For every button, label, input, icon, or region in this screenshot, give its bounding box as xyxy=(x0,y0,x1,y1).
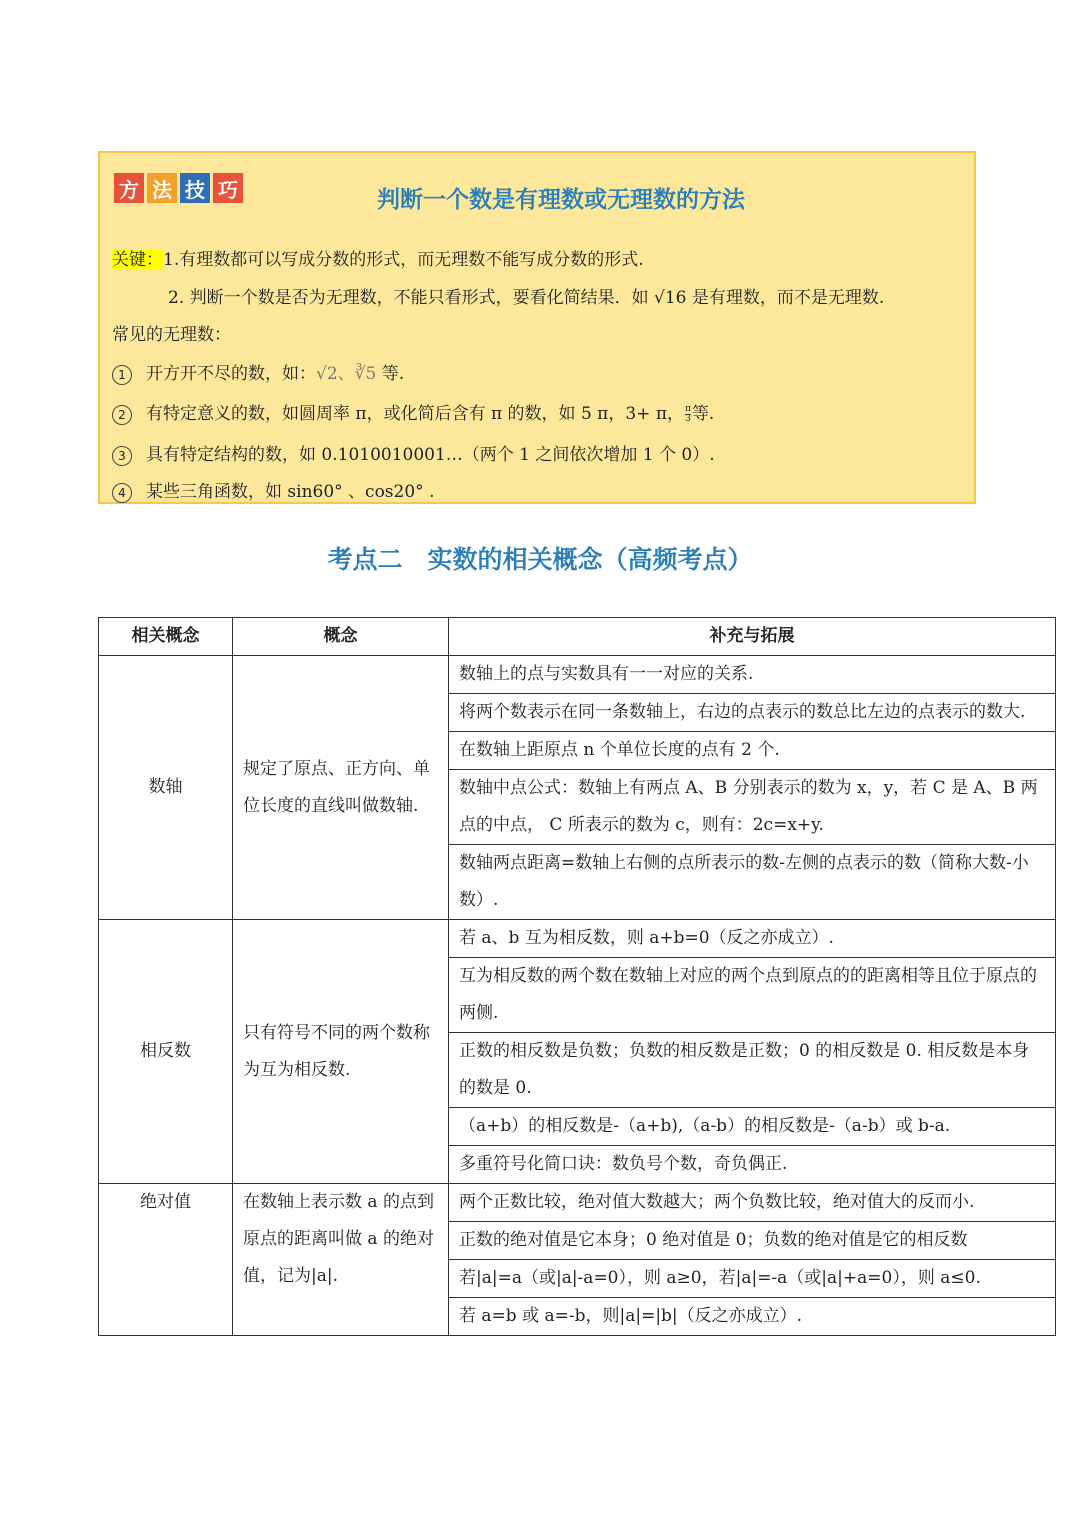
extension-cell: （a+b）的相反数是-（a+b),（a-b）的相反数是-（a-b）或 b-a. xyxy=(449,1108,1056,1146)
table-row xyxy=(99,656,1056,694)
tip-item-3-text: 具有特定结构的数，如 0.1010010001…（两个 1 之间依次增加 1 个 0）. xyxy=(146,445,715,465)
extension-cell: 在数轴上距原点 n 个单位长度的点有 2 个. xyxy=(449,732,1056,770)
badge-fang: 方 xyxy=(114,173,144,203)
extension-cell: 若|a|=a（或|a|-a=0），则 a≥0，若|a|=-a（或|a|+a=0），则 a≤0. xyxy=(449,1260,1056,1298)
tip-item-1-suffix: 等. xyxy=(376,364,405,384)
method-badges xyxy=(114,173,243,203)
badge-fa: 法 xyxy=(147,173,177,203)
tip-line-2: 2. 判断一个数是否为无理数，不能只看形式，要看化简结果．如 √16 是有理数，而不是无理数. xyxy=(168,288,885,308)
extension-cell: 互为相反数的两个数在数轴上对应的两个点到原点的的距离相等且位于原点的两侧. xyxy=(449,958,1056,1033)
extension-cell: 正数的绝对值是它本身；0 绝对值是 0；负数的绝对值是它的相反数 xyxy=(449,1222,1056,1260)
tip-item-3 xyxy=(112,440,715,466)
tip-item-2-text: 有特定意义的数，如圆周率 π，或化简后含有 π 的数，如 5 π，3+ π， xyxy=(146,404,684,424)
fraction-numerator: π xyxy=(685,404,691,414)
concept-def-absolute: 在数轴上表示数 a 的点到原点的距离叫做 a 的绝对值，记为|a|. xyxy=(233,1184,449,1336)
circled-number-3: 3 xyxy=(112,446,132,466)
tip-line-3: 常见的无理数： xyxy=(112,325,231,345)
tip-item-1 xyxy=(112,359,404,385)
extension-cell: 若 a、b 互为相反数，则 a+b=0（反之亦成立）. xyxy=(449,920,1056,958)
header-concept: 概念 xyxy=(233,618,449,656)
concept-def-number-line: 规定了原点、正方向、单位长度的直线叫做数轴. xyxy=(233,656,449,920)
tip-key-line xyxy=(112,245,644,270)
pi-over-3-fraction xyxy=(685,405,691,424)
extension-cell: 将两个数表示在同一条数轴上，右边的点表示的数总比左边的点表示的数大. xyxy=(449,694,1056,732)
extension-cell: 数轴两点距离=数轴上右侧的点所表示的数-左侧的点表示的数（简称大数-小数）. xyxy=(449,845,1056,920)
tip-item-2 xyxy=(112,399,714,425)
tip-item-2-suffix: 等. xyxy=(691,404,715,424)
extension-cell: 数轴中点公式：数轴上有两点 A、B 分别表示的数为 x，y，若 C 是 A、B 两点的中点， C 所表示的数为 c，则有：2c=x+y. xyxy=(449,770,1056,845)
key-label: 关键： xyxy=(112,250,163,270)
circled-number-2: 2 xyxy=(112,405,132,425)
concept-name-opposite: 相反数 xyxy=(99,920,233,1184)
badge-qiao: 巧 xyxy=(213,173,243,203)
extension-cell: 两个正数比较，绝对值大数越大；两个负数比较，绝对值大的反而小. xyxy=(449,1184,1056,1222)
concept-table xyxy=(98,617,1056,1336)
concept-name-absolute: 绝对值 xyxy=(99,1184,233,1336)
table-header-row xyxy=(99,618,1056,656)
circled-number-4: 4 xyxy=(112,483,132,503)
table-row xyxy=(99,920,1056,958)
section-title: 考点二 实数的相关概念（高频考点） xyxy=(327,545,753,574)
table-row xyxy=(99,1184,1056,1222)
radical-expression: √2、∛5 xyxy=(316,364,377,384)
tip-item-4 xyxy=(112,477,434,503)
method-tip-box xyxy=(98,151,976,504)
concept-name-number-line: 数轴 xyxy=(99,656,233,920)
badge-ji: 技 xyxy=(180,173,210,203)
fraction-denominator: 3 xyxy=(685,414,691,424)
extension-cell: 若 a=b 或 a=-b，则|a|=|b|（反之亦成立）. xyxy=(449,1298,1056,1336)
extension-cell: 多重符号化简口诀：数负号个数，奇负偶正. xyxy=(449,1146,1056,1184)
concept-def-opposite: 只有符号不同的两个数称为互为相反数. xyxy=(233,920,449,1184)
tip-line-1: 1.有理数都可以写成分数的形式，而无理数不能写成分数的形式. xyxy=(163,250,644,270)
circled-number-1: 1 xyxy=(112,365,132,385)
header-concept-name: 相关概念 xyxy=(99,618,233,656)
tip-title: 判断一个数是有理数或无理数的方法 xyxy=(377,187,745,213)
header-extension: 补充与拓展 xyxy=(449,618,1056,656)
tip-item-4-text: 某些三角函数，如 sin60° 、cos20° . xyxy=(146,482,435,502)
extension-cell: 正数的相反数是负数；负数的相反数是正数；0 的相反数是 0. 相反数是本身的数是 0. xyxy=(449,1033,1056,1108)
extension-cell: 数轴上的点与实数具有一一对应的关系. xyxy=(449,656,1056,694)
tip-item-1-text: 开方开不尽的数，如： xyxy=(146,364,316,384)
